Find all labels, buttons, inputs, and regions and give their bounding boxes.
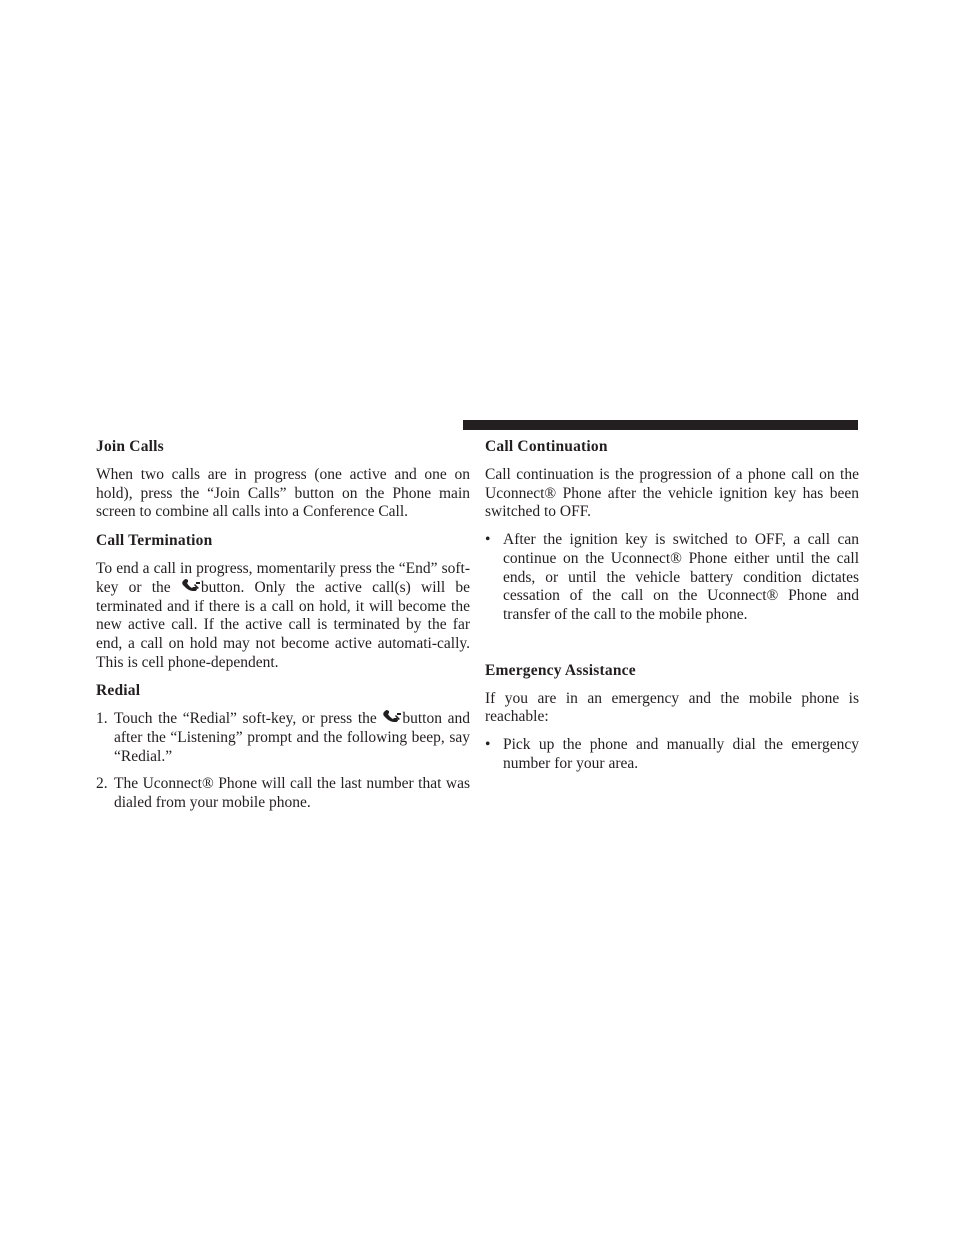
section-spacer xyxy=(485,634,859,661)
list-number: 1. xyxy=(96,710,108,728)
left-column xyxy=(96,437,470,822)
right-column xyxy=(485,437,859,782)
redial-step xyxy=(96,710,470,766)
phone-handset-icon xyxy=(181,579,201,593)
list-item xyxy=(485,736,859,773)
call-termination-heading: Call Termination xyxy=(96,532,213,550)
call-continuation-bullet-text: After the ignition key is switched to OFF, a call can continue on the Uconnect® Phone either until the call ends, or until the vehicle battery condition dictates cessation of the call on the Uconnect® Phone and transfer of the call to the mobile phone. xyxy=(503,531,859,623)
redial-step-2-text: The Uconnect® Phone will call the last number that was dialed from your mobile phone. xyxy=(114,775,470,812)
redial-step xyxy=(96,775,470,812)
list-number: 2. xyxy=(96,775,108,793)
section-header-bar xyxy=(463,420,858,430)
call-continuation-heading: Call Continuation xyxy=(485,438,608,455)
bullet-marker: • xyxy=(485,736,491,754)
redial-step-1-part2: button and after the “Listening” prompt and the following beep, say “Redial.” xyxy=(114,710,470,765)
bullet-marker: • xyxy=(485,531,491,549)
call-continuation-section xyxy=(485,437,859,625)
redial-heading: Redial xyxy=(96,682,141,700)
redial-section xyxy=(96,681,470,813)
call-termination-text-part1: To end a call in progress, momentarily press the “End” soft-key or the xyxy=(96,560,470,596)
emergency-assistance-text: If you are in an emergency and the mobile phone is reachable: xyxy=(485,689,859,726)
join-calls-section xyxy=(96,437,470,522)
emergency-assistance-bullets xyxy=(485,736,859,773)
emergency-assistance-heading: Emergency Assistance xyxy=(485,661,636,679)
call-termination-text-part2: button. Only the active call(s) will be terminated and if there is a call on hold, it will become the new active call. If the active call is terminated by the far end, a call on hold may not become active automati-cally. This is cell phone-dependent. xyxy=(96,578,470,671)
call-continuation-bullets xyxy=(485,531,859,625)
redial-step-1-part1: Touch the “Redial” soft-key, or press the xyxy=(114,710,383,728)
call-termination-section xyxy=(96,531,470,672)
emergency-assistance-section xyxy=(485,661,859,774)
phone-handset-icon xyxy=(382,710,402,724)
call-continuation-text: Call continuation is the progression of a phone call on the Uconnect® Phone after the vehicle ignition key has been switched to OFF. xyxy=(485,466,859,521)
redial-steps-list xyxy=(96,710,470,813)
call-termination-text xyxy=(96,560,470,672)
list-item xyxy=(485,531,859,625)
join-calls-text: When two calls are in progress (one active and one on hold), press the “Join Calls” button on the Phone main screen to combine all calls into a Conference Call. xyxy=(96,466,470,521)
join-calls-heading: Join Calls xyxy=(96,438,164,455)
emergency-assistance-bullet-text: Pick up the phone and manually dial the emergency number for your area. xyxy=(503,736,859,772)
